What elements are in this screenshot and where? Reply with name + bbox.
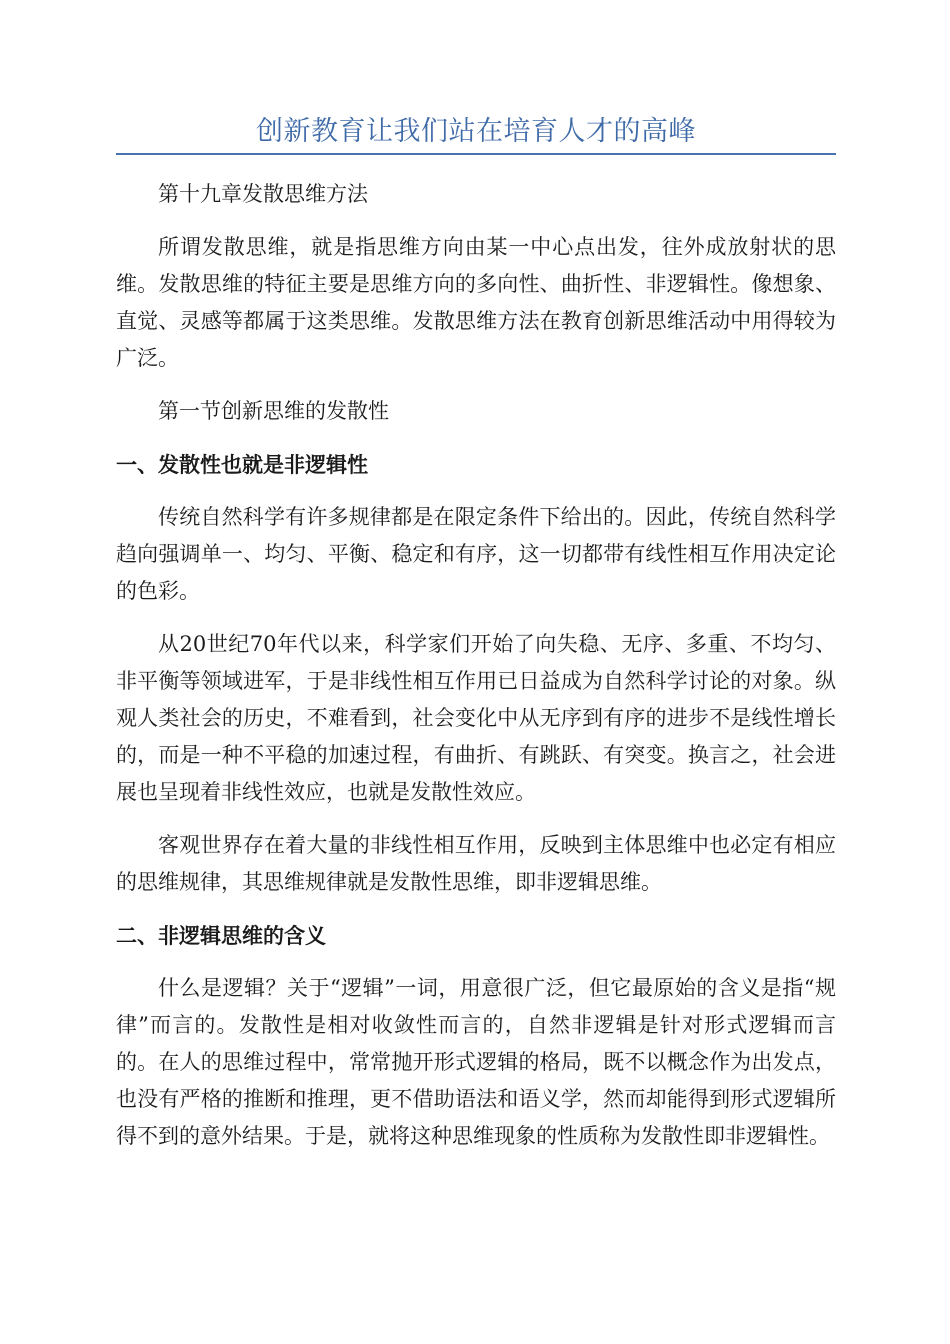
spacer	[116, 610, 836, 626]
document-body	[116, 176, 836, 1155]
spacer	[116, 901, 836, 917]
chapter-title: 第十九章发散思维方法	[158, 182, 368, 206]
paragraph: 客观世界存在着大量的非线性相互作用，反映到主体思维中也必定有相应的思维规律，其思维规律就是发散性思维，即非逻辑思维。	[116, 833, 836, 894]
section-title: 第一节创新思维的发散性	[158, 399, 389, 423]
paragraph: 传统自然科学有许多规律都是在限定条件下给出的。因此，传统自然科学趋向强调单一、均匀、平衡、稳定和有序，这一切都带有线性相互作用决定论的色彩。	[116, 505, 836, 603]
spacer	[116, 811, 836, 827]
spacer	[116, 954, 836, 970]
spacer	[116, 483, 836, 499]
page-header-title: 创新教育让我们站在培育人才的高峰	[256, 116, 696, 147]
section-heading-1: 一、发散性也就是非逻辑性	[116, 452, 368, 477]
spacer	[116, 377, 836, 393]
section-heading-2: 二、非逻辑思维的含义	[116, 923, 326, 948]
spacer	[116, 430, 836, 446]
intro-paragraph: 所谓发散思维，就是指思维方向由某一中心点出发，往外成放射状的思维。发散思维的特征主要是思维方向的多向性、曲折性、非逻辑性。像想象、直觉、灵感等都属于这类思维。发散思维方法在教育创新思维活动中用得较为广泛。	[116, 235, 836, 370]
header-divider	[116, 153, 836, 155]
paragraph: 什么是逻辑？关于“逻辑”一词，用意很广泛，但它最原始的含义是指“规律”而言的。发散性是相对收敛性而言的，自然非逻辑是针对形式逻辑而言的。在人的思维过程中，常常抛开形式逻辑的格局，既不以概念作为出发点，也没有严格的推断和推理，更不借助语法和语义学，然而却能得到形式逻辑所得不到的意外结果。于是，就将这种思维现象的性质称为发散性即非逻辑性。	[116, 976, 836, 1148]
paragraph: 从20世纪70年代以来，科学家们开始了向失稳、无序、多重、不均匀、非平衡等领域进军，于是非线性相互作用已日益成为自然科学讨论的对象。纵观人类社会的历史，不难看到，社会变化中从无序到有序的进步不是线性增长的，而是一种不平稳的加速过程，有曲折、有跳跃、有突变。换言之，社会进展也呈现着非线性效应，也就是发散性效应。	[116, 632, 836, 804]
spacer	[116, 213, 836, 229]
